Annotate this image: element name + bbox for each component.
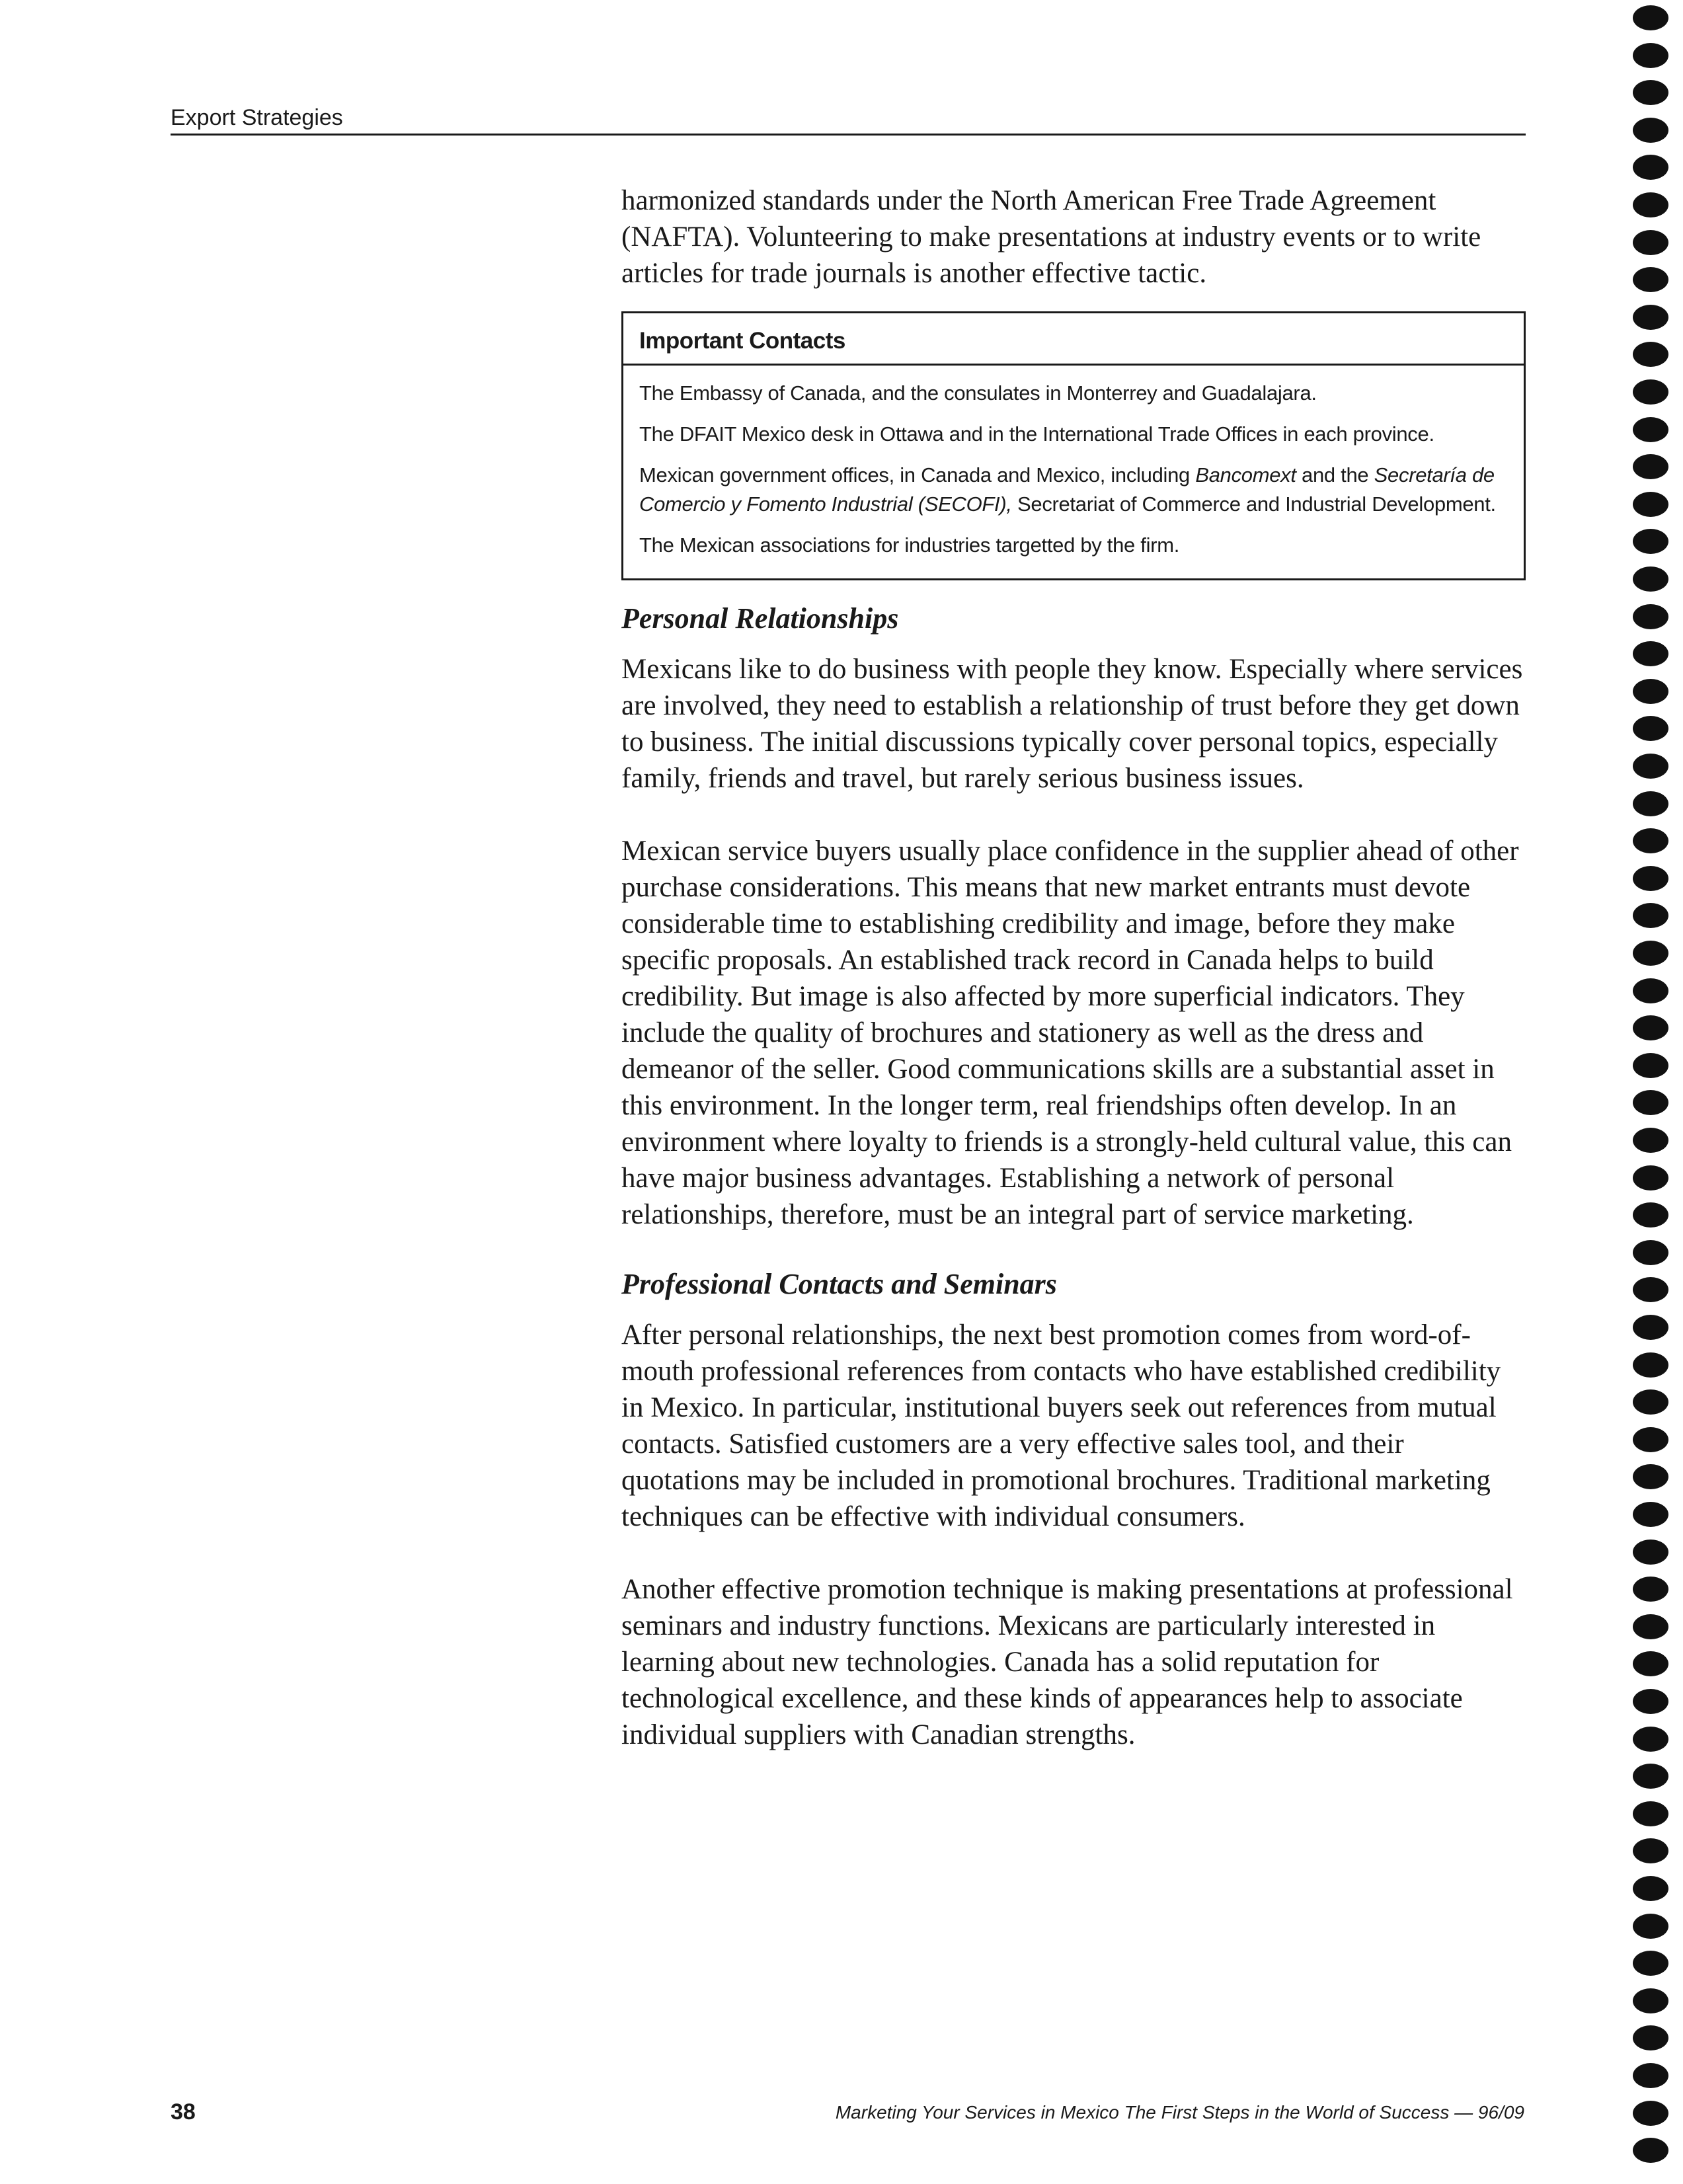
binding-hole — [1633, 1801, 1668, 1826]
binding-hole — [1633, 2138, 1668, 2163]
binding-hole — [1633, 230, 1668, 255]
binding-hole — [1633, 941, 1668, 966]
binding-hole — [1633, 604, 1668, 629]
binding-hole — [1633, 1689, 1668, 1714]
contact-item: The Mexican associations for industries targetted by the firm. — [639, 533, 1180, 557]
contact-item-emphasis: Bancomext — [1195, 463, 1296, 487]
footer-publication-title: Marketing Your Services in Mexico The First Steps in the World of Success — 96/09 — [835, 2102, 1524, 2123]
contacts-list — [623, 366, 1524, 578]
binding-hole — [1633, 454, 1668, 479]
binding-hole — [1633, 80, 1668, 105]
binding-hole — [1633, 529, 1668, 554]
binding-hole — [1633, 866, 1668, 891]
binding-hole — [1633, 342, 1668, 367]
binding-hole — [1633, 791, 1668, 816]
binding-hole — [1633, 118, 1668, 143]
contact-item-text: Secretariat of Commerce and Industrial Development. — [1011, 492, 1496, 516]
binding-hole — [1633, 1315, 1668, 1340]
binding-hole — [1633, 379, 1668, 405]
binding-hole — [1633, 2025, 1668, 2050]
binding-hole — [1633, 1914, 1668, 1939]
binding-hole — [1633, 754, 1668, 779]
binding-hole — [1633, 417, 1668, 442]
section-heading-personal-relationships: Personal Relationships — [621, 602, 899, 635]
binding-hole — [1633, 1165, 1668, 1190]
binding-hole — [1633, 1577, 1668, 1602]
binding-hole — [1633, 828, 1668, 853]
body-paragraph: Mexican service buyers usually place confidence in the supplier ahead of other purchase considerations. This means that new market entrants must devote considerable time to establishing credibility and image, before they make specific proposals. An established track record in Canada helps to build credibility. But image is also affected by more superficial indicators. They include the quality of brochures and stationery as well as the dress and demeanor of the seller. Good communications skills are a substantial asset in this environment. In the longer term, real friendships often develop. In an environment where loyalty to friends is a strongly-held cultural value, this can have major business advantages. Establishing a network of personal relationships, therefore, must be an integral part of service marketing. — [621, 836, 1519, 1230]
binding-hole — [1633, 1128, 1668, 1153]
binding-hole — [1633, 492, 1668, 517]
contact-item-text: Mexican government offices, in Canada and Mexico, including — [639, 463, 1196, 487]
contact-item: The Embassy of Canada, and the consulates in Monterrey and Guadalajara. — [639, 381, 1317, 405]
page-header — [171, 99, 1526, 136]
contact-item-text: and the — [1296, 463, 1374, 487]
binding-hole — [1633, 1764, 1668, 1789]
contact-item: The DFAIT Mexico desk in Ottawa and in the International Trade Offices in each province. — [639, 422, 1434, 446]
section-heading-professional-contacts: Professional Contacts and Seminars — [621, 1268, 1057, 1300]
binding-hole — [1633, 1464, 1668, 1489]
binding-hole — [1633, 1277, 1668, 1302]
binding-hole — [1633, 1240, 1668, 1265]
header-title: Export Strategies — [171, 105, 343, 130]
binding-hole — [1633, 679, 1668, 704]
binding-hole — [1633, 1614, 1668, 1639]
binding-hole — [1633, 1951, 1668, 1976]
binding-hole — [1633, 305, 1668, 330]
binding-hole — [1633, 1502, 1668, 1527]
binding-hole — [1633, 43, 1668, 68]
important-contacts-box — [621, 311, 1526, 580]
binding-hole — [1633, 1876, 1668, 1901]
binding-hole — [1633, 1838, 1668, 1863]
binding-hole — [1633, 1090, 1668, 1115]
contact-item-emphasis: Secretaría de Comercio y Fomento Industrial (SECOFI), — [639, 463, 1495, 516]
binding-hole — [1633, 903, 1668, 928]
binding-hole — [1633, 2063, 1668, 2088]
binding-hole — [1633, 2101, 1668, 2126]
page-number: 38 — [171, 2099, 196, 2125]
binding-hole — [1633, 1352, 1668, 1378]
binding-hole — [1633, 5, 1668, 30]
contacts-box-title: Important Contacts — [623, 313, 1524, 366]
binding-hole — [1633, 1651, 1668, 1676]
main-content — [621, 182, 1527, 1753]
binding-hole — [1633, 267, 1668, 292]
binding-hole — [1633, 716, 1668, 741]
binding-hole — [1633, 566, 1668, 592]
binding-hole — [1633, 155, 1668, 180]
binding-hole — [1633, 1988, 1668, 2013]
binding-hole — [1633, 641, 1668, 666]
binding-hole — [1633, 1427, 1668, 1452]
binding-hole — [1633, 1727, 1668, 1752]
binding-hole — [1633, 1015, 1668, 1040]
contact-item — [639, 461, 1508, 519]
binding-hole — [1633, 1202, 1668, 1228]
binding-hole — [1633, 1389, 1668, 1415]
spiral-binding-holes — [1633, 0, 1672, 2184]
binding-hole — [1633, 1540, 1668, 1565]
binding-hole — [1633, 192, 1668, 217]
binding-hole — [1633, 1053, 1668, 1078]
body-paragraph: Mexicans like to do business with people they know. Especially where services are involved, they need to establish a relationship of trust before they get down to business. The initial discussions typically cover personal topics, especially family, friends and travel, but rarely serious business issues. — [621, 654, 1523, 794]
body-paragraph: After personal relationships, the next best promotion comes from word-of-mouth professional references from contacts who have established credibility in Mexico. In particular, institutional buyers seek out references from mutual contacts. Satisfied customers are a very effective sales tool, and their quotations may be included in promotional brochures. Traditional marketing techniques can be effective with individual consumers. — [621, 1319, 1501, 1532]
binding-hole — [1633, 978, 1668, 1003]
body-paragraph: Another effective promotion technique is making presentations at professional seminars and industry functions. Mexicans are particularly interested in learning about new technologies. Canada has a solid reputation for technological excellence, and these kinds of appearances help to associate individual suppliers with Canadian strengths. — [621, 1574, 1513, 1750]
intro-paragraph: harmonized standards under the North American Free Trade Agreement (NAFTA). Volunteering to make presentations at industry events or to write articles for trade journals is another effective tactic. — [621, 185, 1481, 289]
